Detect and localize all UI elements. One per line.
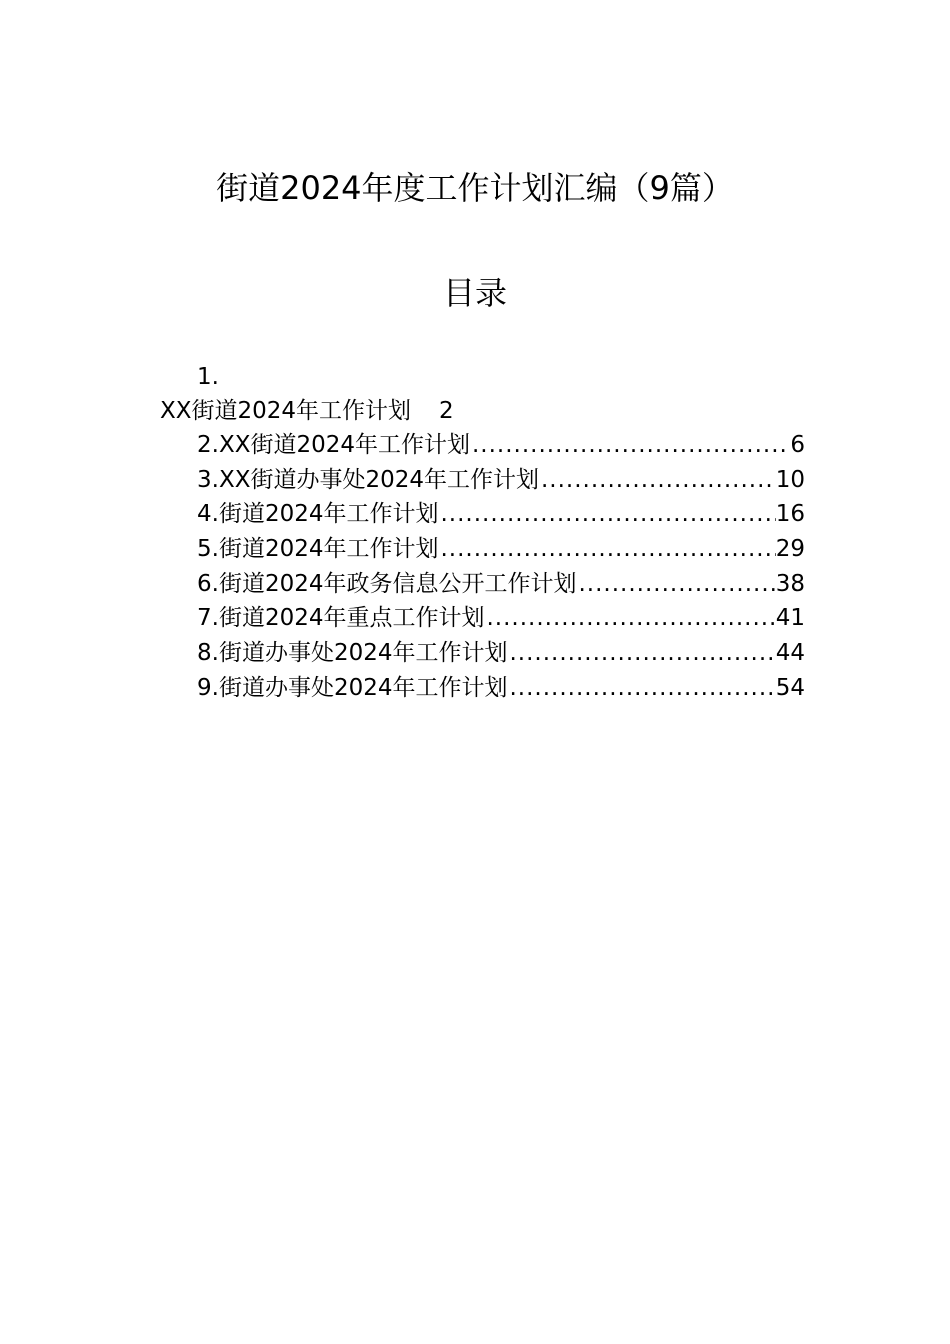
toc-entry-title: XX街道2024年工作计划 bbox=[160, 398, 412, 424]
toc-entry-title: 5.街道2024年工作计划 bbox=[197, 536, 439, 563]
toc-entry-title: 9.街道办事处2024年工作计划 bbox=[197, 674, 508, 701]
toc-entry-page: 44 bbox=[775, 640, 805, 667]
toc-entry-7[interactable] bbox=[160, 601, 805, 636]
toc-entry-1[interactable] bbox=[160, 394, 805, 428]
toc-entry-page: 10 bbox=[775, 466, 805, 493]
toc-entry-title: 8.街道办事处2024年工作计划 bbox=[197, 640, 508, 667]
toc-entry-page: 16 bbox=[775, 501, 805, 528]
toc-entry-page: 2 bbox=[439, 398, 454, 424]
toc-leader-dots bbox=[507, 671, 775, 706]
toc-entry-page: 29 bbox=[775, 536, 805, 563]
toc-leader-dots bbox=[484, 601, 775, 636]
toc-leader-dots bbox=[576, 567, 775, 602]
toc-entry-title: 2.XX街道2024年工作计划 bbox=[197, 432, 470, 458]
toc-entry-page: 6 bbox=[790, 432, 805, 458]
toc-entry-page: 41 bbox=[775, 605, 805, 632]
toc-entry-title: 4.街道2024年工作计划 bbox=[197, 501, 439, 528]
toc-entry-2[interactable] bbox=[160, 428, 805, 463]
toc-leader-dots bbox=[470, 428, 790, 463]
toc-entry-6[interactable] bbox=[160, 567, 805, 602]
toc-leader-dots bbox=[507, 636, 775, 671]
toc-leader-dots bbox=[438, 497, 775, 532]
toc-leader-dots bbox=[539, 463, 776, 498]
toc-entry-9[interactable] bbox=[160, 671, 805, 706]
toc-entry-3[interactable] bbox=[160, 463, 805, 498]
table-of-contents bbox=[160, 360, 805, 706]
toc-entry-title: 3.XX街道办事处2024年工作计划 bbox=[197, 466, 539, 493]
toc-entry-page: 38 bbox=[775, 570, 805, 597]
toc-entry-5[interactable] bbox=[160, 532, 805, 567]
toc-entry-8[interactable] bbox=[160, 636, 805, 671]
toc-entry-title: 7.街道2024年重点工作计划 bbox=[197, 605, 485, 632]
document-title: 街道2024年度工作计划汇编（9篇） bbox=[216, 169, 734, 207]
toc-heading: 目录 bbox=[442, 274, 507, 312]
toc-leader-dots bbox=[438, 532, 775, 567]
toc-entry-1-number[interactable]: 1. bbox=[197, 364, 219, 390]
toc-entry-title: 6.街道2024年政务信息公开工作计划 bbox=[197, 570, 577, 597]
toc-entry-4[interactable] bbox=[160, 497, 805, 532]
toc-entry-page: 54 bbox=[775, 674, 805, 701]
